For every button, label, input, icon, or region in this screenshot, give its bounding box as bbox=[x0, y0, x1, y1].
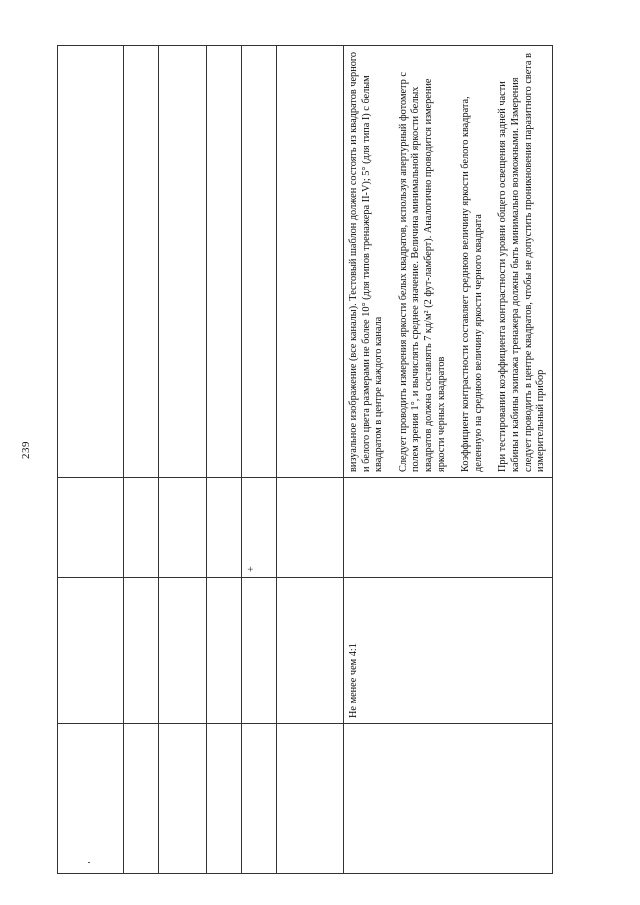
requirements-table bbox=[57, 45, 553, 874]
paragraph-luminance-measurement: Следует проводить измерения яркости белых квадратов, используя апертурный фотометр с полем зрения 1°, и вычислять среднее значение. Величина минимальной яркости белых квадратов должна составлять 7 кд/м² (2 фут-ламберт). Аналогично проводится измерение яркости черных квадратов bbox=[397, 72, 447, 472]
table-cell bbox=[58, 724, 124, 874]
plus-mark: + bbox=[242, 478, 277, 578]
table-cell bbox=[124, 478, 159, 578]
table-row bbox=[207, 46, 242, 874]
table-cell bbox=[277, 478, 344, 578]
scan-speck bbox=[88, 862, 90, 863]
table-cell bbox=[242, 578, 277, 724]
table-cell bbox=[344, 478, 553, 578]
table-cell bbox=[242, 46, 277, 478]
table-row bbox=[242, 46, 277, 874]
rotated-table-container bbox=[57, 46, 547, 874]
table-cell bbox=[207, 478, 242, 578]
paragraph-contrast-ratio: Коэффициент контрастности составляет среднюю величину яркости белого квадрата, деленную на среднюю величину яркости черного квадрата bbox=[460, 96, 484, 472]
table-cell bbox=[58, 578, 124, 724]
paragraph-ambient-light: При тестировании коэффициента контрастности уровни общего освещения задней части кабины и кабины экипажа тренажера должны быть минимально возможными. Измерения следует проводить в центре квадратов, чтобы не допустить проникновения паразитного света в измерительный прибор bbox=[497, 53, 547, 472]
table-cell bbox=[277, 578, 344, 724]
table-cell bbox=[124, 724, 159, 874]
table-cell bbox=[277, 724, 344, 874]
table-row bbox=[344, 46, 553, 874]
table-cell bbox=[277, 46, 344, 478]
table-cell bbox=[58, 478, 124, 578]
paragraph-test-pattern: визуальное изображение (все каналы). Тестовый шаблон должен состоять из квадратов черного и белого цвета размерами не более 10° (для типов тренажера II-V); 5° (для типа I) с белым квадратом в центре каждого канала bbox=[348, 52, 385, 472]
table-row bbox=[159, 46, 207, 874]
page-number: 239 bbox=[20, 441, 32, 459]
table-cell bbox=[207, 724, 242, 874]
table-cell bbox=[124, 46, 159, 478]
table-cell bbox=[207, 578, 242, 724]
table-cell bbox=[159, 724, 207, 874]
table-row bbox=[58, 46, 124, 874]
table-row bbox=[124, 46, 159, 874]
table-cell bbox=[159, 46, 207, 478]
table-cell bbox=[242, 724, 277, 874]
table-cell bbox=[159, 478, 207, 578]
table-cell bbox=[344, 724, 553, 874]
table-cell bbox=[159, 578, 207, 724]
rotated-table bbox=[57, 46, 547, 874]
table-cell bbox=[207, 46, 242, 478]
contrast-ratio-value: Не менее чем 4:1 bbox=[344, 578, 553, 724]
test-procedure-text bbox=[344, 46, 553, 478]
table-cell bbox=[58, 46, 124, 478]
table-cell bbox=[124, 578, 159, 724]
table-row bbox=[277, 46, 344, 874]
